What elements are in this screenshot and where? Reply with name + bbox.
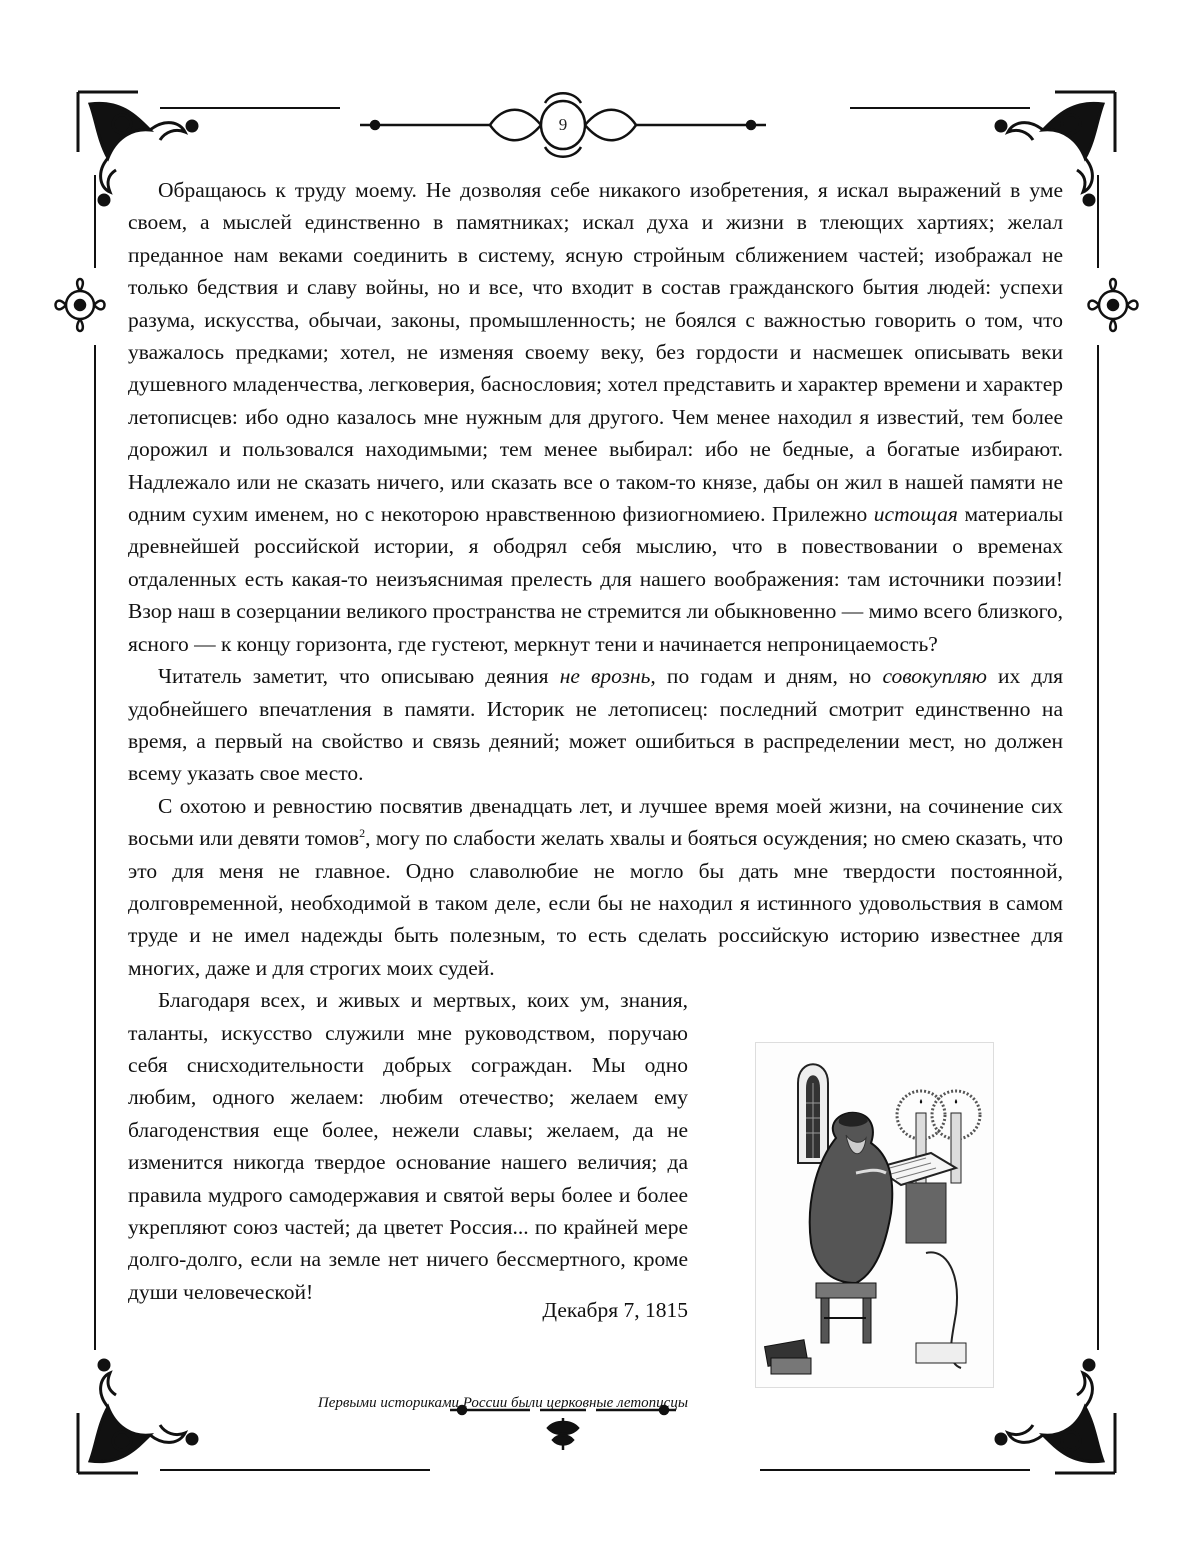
footnote-marker: 2 [359,825,366,840]
paragraph-3-part-b: , могу по слабости желать хвалы и бояться осуждения; но смею сказать, что это для меня не главное. Одно славолюбие не могло бы дать мне твердости постоянной, долговременной, необходимой в таком деле, если бы не находил я истинного удовольствия в самом труде и не имел надежды быть полезным, то есть сделать российскую историю известнее для многих, даже и для строгих моих судей. [128,826,1063,980]
paragraph-2-emphasis-2: совокупляю [882,664,987,689]
paragraph-2-part-b: по годам и дням, но [655,664,883,689]
bottom-center-ornament [450,1406,676,1450]
paragraph-1-part-b: материалы древнейшей российской истории, я ободрял себя мыслию, что в повествовании о временах отдаленных есть какая-то неизъяснимая прелесть для нашего воображения: там источники поэзии! Взор наш в созерцании великого пространства не стремится ли обыкновенно — мимо всего близкого, ясного — к концу горизонта, где густеют, меркнут тени и начинается непроницаемость? [128,502,1064,656]
paragraph-4: Благодаря всех, и живых и мертвых, коих ум, знания, таланты, искусство служили мне руководством, поручаю себя снисходительности добрых сограждан. Мы одно любим, одного желаем: любим отечество; желаем ему благоденствия еще более, нежели славы; желаем, да не изменится никогда твердое основание нашего величия; да правила мудрого самодержавия и святой веры более и более укрепляют союз частей; да цветет Россия... по крайней мере долго-долго, если на земле нет ничего бессмертного, кроме души человеческой! [128,988,688,1304]
left-side-ornament [56,279,105,331]
paragraph-3-part-a: С охотою и ревностию посвятив двенадцать лет, и лучшее время моей жизни, на сочинение сих восьми или девяти томов [128,793,1063,851]
chronicler-illustration [755,1042,994,1388]
paragraph-2-part-c: их для удобнейшего впечатления в памяти. Историк не летописец: последний смотрит единственно на время, а первый на свойство и связь деяний; может ошибиться в распределении мест, но должен всему указать свое место. [128,664,1063,786]
figure-caption: Первыми историками России были церковные летописцы [317,1395,688,1411]
paragraph-1-emphasis: истощая [873,502,958,527]
paragraph-1-part-a: Обращаюсь к труду моему. Не дозволяя себе никакого изобретения, я искал выражений в уме своем, а мыслей единственно в памятниках; искал духа и жизни в тлеющих хартиях; желал преданное нам веками соединить в систему, ясную стройным сближением частей; изображал не только бедствия и славу войны, но и все, что входит в состав гражданского бытия людей: успехи разума, искусства, обычаи, законы, промышленность; не боялся с важностью говорить о том, что уважалось предками; хотел, не изменяя своему веку, без гордости и насмешек описывать веки душевного младенчества, легковерия, баснословия; хотел представить и характер времени и характер летописцев: ибо одно казалось мне нужным для другого. Чем менее находил я известий, тем более дорожил и пользовался находимыми; тем менее выбирал: ибо не бедные, а богатые избирают. Надлежало или не сказать ничего, или сказать все о таком-то князе, дабы он жил в нашей памяти не одним сухим именем, но с некоторою нравственною физиогномиею. Прилежно [128,178,1063,527]
corner-ornament-bottom-left [78,1360,197,1473]
right-side-ornament [1089,279,1138,331]
paragraph-3 [128,790,1063,984]
paragraph-1 [128,174,1063,660]
monk-scribe-image [756,1043,993,1387]
page-number: 9 [558,115,568,134]
paragraph-2 [128,660,1063,790]
paragraph-2-emphasis-1: не врознь, [559,664,656,689]
paragraph-2-part-a: Читатель заметит, что описываю деяния [158,664,560,689]
corner-ornament-bottom-right [996,1360,1115,1473]
preface-date: Декабря 7, 1815 [542,1298,688,1322]
